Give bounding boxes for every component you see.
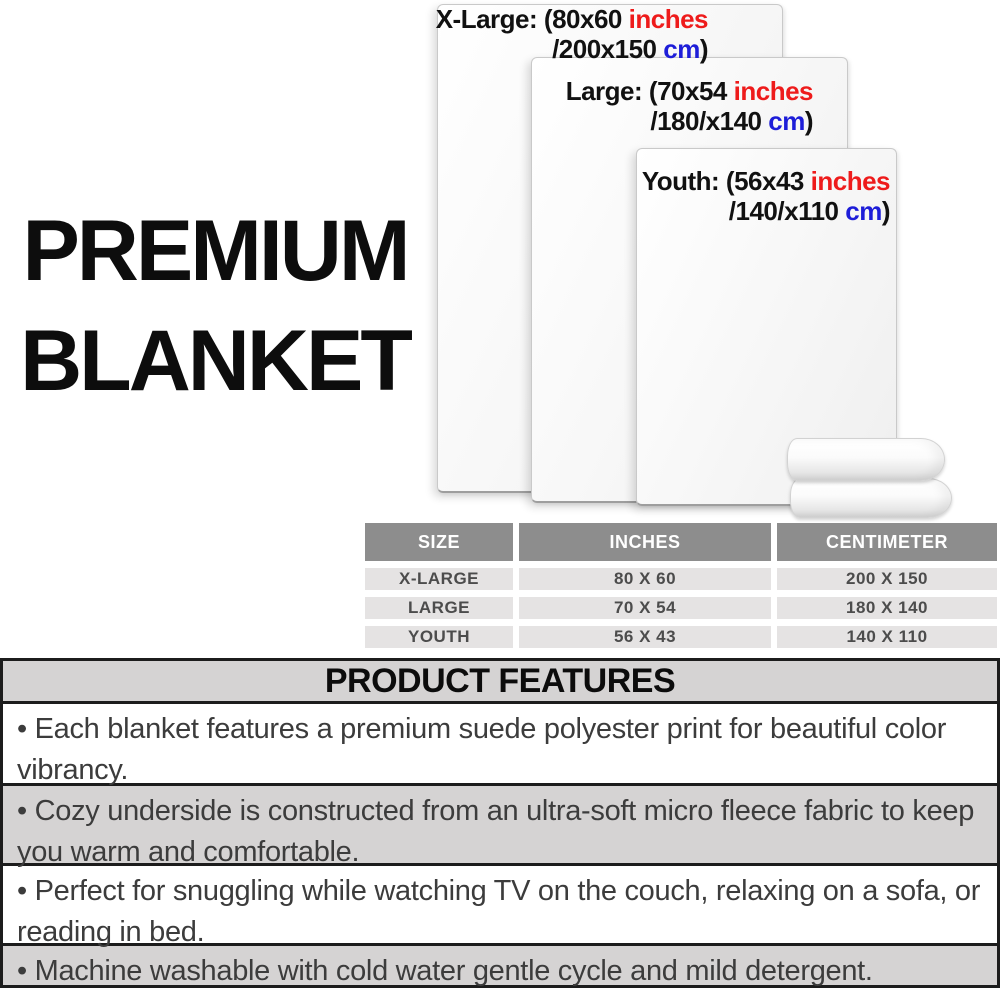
- blanket-xlarge-label-line1: X-Large: (80x60 inches: [435, 4, 708, 34]
- blanket-large-label-line1: Large: (70x54 inches: [565, 76, 813, 106]
- table-row-large-size: LARGE: [365, 597, 513, 619]
- size-table-header-inches: INCHES: [519, 523, 771, 561]
- feature-item-snuggling: • Perfect for snuggling while watching TV on the couch, relaxing on a sofa, or reading in bed.: [0, 863, 1000, 946]
- folded-blanket-top: [787, 438, 945, 481]
- page-title: [0, 196, 430, 416]
- feature-item-machine-washable: • Machine washable with cold water gentle cycle and mild detergent.: [0, 943, 1000, 988]
- table-row-large-inches: 70 X 54: [519, 597, 771, 619]
- size-table-header-size: SIZE: [365, 523, 513, 561]
- size-table-header-centimeter: CENTIMETER: [777, 523, 997, 561]
- blanket-youth-label: [642, 166, 890, 226]
- table-row-xlarge-size: X-LARGE: [365, 568, 513, 590]
- folded-blanket-stack: [787, 438, 953, 518]
- blanket-xlarge-label-line2: /200x150 cm): [552, 34, 708, 64]
- product-features-section: [0, 658, 1000, 988]
- table-row-youth-size: YOUTH: [365, 626, 513, 648]
- feature-item-suede-print: • Each blanket features a premium suede polyester print for beautiful color vibrancy.: [0, 701, 1000, 786]
- table-row-xlarge-centimeter: 200 X 150: [777, 568, 997, 590]
- table-row-xlarge-inches: 80 X 60: [519, 568, 771, 590]
- page-title-line1: PREMIUM: [22, 203, 408, 299]
- product-features-title: PRODUCT FEATURES: [0, 658, 1000, 704]
- table-row-youth-inches: 56 X 43: [519, 626, 771, 648]
- table-row-large-centimeter: 180 X 140: [777, 597, 997, 619]
- page-title-line2: BLANKET: [20, 313, 410, 409]
- blanket-large-label: [566, 76, 813, 136]
- blanket-youth-label-line2: /140/x110 cm): [728, 196, 890, 226]
- blanket-large-label-line2: /180/x140 cm): [650, 106, 813, 136]
- blanket-xlarge-label: [436, 4, 708, 64]
- table-row-youth-centimeter: 140 X 110: [777, 626, 997, 648]
- feature-item-micro-fleece: • Cozy underside is constructed from an ultra-soft micro fleece fabric to keep you warm and comfortable.: [0, 783, 1000, 866]
- folded-blanket-bottom: [790, 478, 952, 518]
- size-table: [365, 523, 997, 648]
- blanket-youth-label-line1: Youth: (56x43 inches: [641, 166, 890, 196]
